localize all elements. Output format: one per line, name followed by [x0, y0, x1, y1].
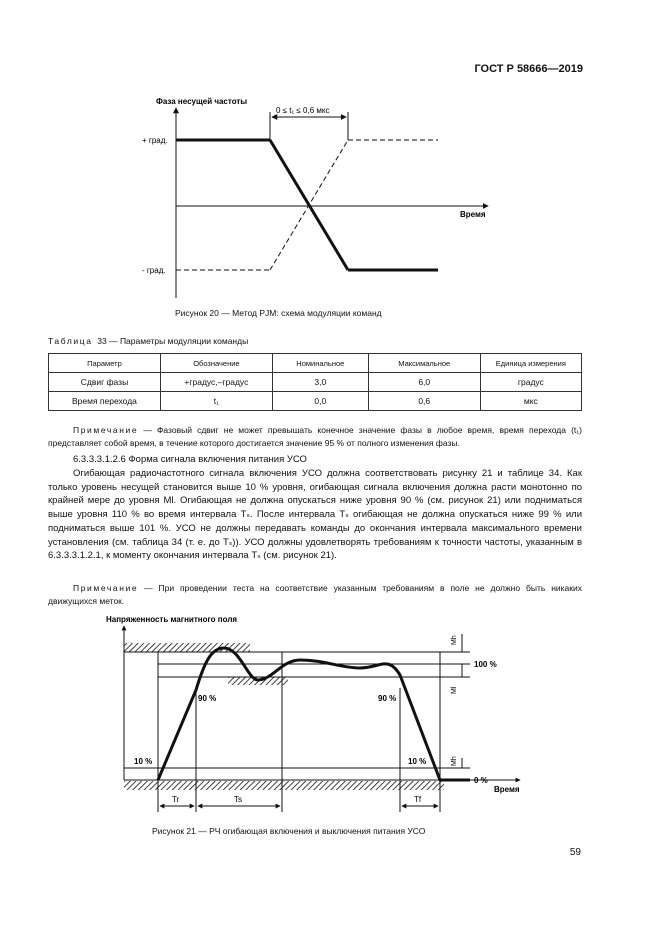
table-cell: Сдвиг фазы	[49, 373, 161, 392]
fig20-y-label: Фаза несущей частоты	[156, 97, 248, 106]
label-tf: Tf	[414, 795, 422, 804]
label-90-right: 90 %	[378, 694, 397, 703]
table-cell: мкс	[480, 392, 581, 411]
label-ml: Ml	[451, 686, 458, 694]
table-cell: градус	[480, 373, 581, 392]
note-2-label: Примечание	[73, 583, 139, 593]
col-header: Номинальное	[272, 354, 368, 373]
section-title: 6.3.3.3.1.2.6 Форма сигнала включения питания УСО	[73, 454, 307, 465]
col-header: Единица измерения	[480, 354, 581, 373]
note-2-text: — При проведении теста на соответствие указанным требованиям в поле не должно быть никаких движущихся меток.	[48, 583, 582, 606]
fig21-x-label: Время	[494, 785, 520, 794]
table-cell: Время перехода	[49, 392, 161, 411]
plus-label: + град.	[142, 136, 168, 145]
figure-20-caption: Рисунок 20 — Метод PJM: схема модуляции команд	[175, 308, 382, 318]
label-10-left: 10 %	[134, 757, 153, 766]
figure-21-caption: Рисунок 21 — РЧ огибающая включения и выключения питания УСО	[152, 826, 426, 836]
table-cell: +градус,–градус	[160, 373, 272, 392]
col-header: Максимальное	[368, 354, 480, 373]
col-header: Параметр	[49, 354, 161, 373]
label-tr: Tr	[172, 795, 180, 804]
table-cell: 0,6	[368, 392, 480, 411]
label-100: 100 %	[474, 660, 497, 669]
label-10-right: 10 %	[408, 757, 427, 766]
fig21-y-label: Напряженность магнитного поля	[106, 615, 238, 624]
table-cell: 6,0	[368, 373, 480, 392]
col-header: Обозначение	[160, 354, 272, 373]
label-mh-bottom: Mh	[451, 756, 458, 766]
page-number: 59	[569, 847, 581, 858]
label-mh-top: Mh	[451, 635, 458, 645]
minus-label: - град.	[142, 266, 166, 275]
table-cell: t₁	[160, 392, 272, 411]
table-cell: 0,0	[272, 392, 368, 411]
label-0: 0 %	[474, 776, 488, 785]
document-header: ГОСТ Р 58666—2019	[474, 63, 583, 75]
label-90-left: 90 %	[198, 694, 217, 703]
table-caption-rest: 33 — Параметры модуляции команды	[97, 336, 249, 346]
note-1-label: Примечание	[73, 425, 139, 435]
interval-label: 0 ≤ t₁ ≤ 0,6 мкс	[276, 106, 330, 115]
fig20-x-label: Время	[460, 210, 486, 219]
table-cell: 3,0	[272, 373, 368, 392]
body-paragraph: Огибающая радиочастотного сигнала включения УСО должна соответствовать рисунку 21 и таблице 34. Как только уровень несущей становится выше 10 % уровня, огибающая сигнала включения должна расти монотонно по крайней мере до уровня Ml. Огибающая не должна опускаться ниже уровня 90 % (см. рисунок 21) или подниматься выше уровня 110 % во время интервала Tₛ. После интервала Tₛ огибающая не должна опускаться ниже 99 % или подниматься выше 101 %. УСО не должны передавать команды до окончания интервала максимального времени установления (см. таблица 34 (т. е. до Tₛ)). УСО должны удовлетворять требованиям к точности частоты, указанным в 6.3.3.3.1.2.1, к моменту окончания интервала Tₛ (см. рисунок 21).	[48, 468, 582, 562]
table-caption-word: Таблица	[48, 336, 93, 346]
note-1-text: — Фазовый сдвиг не может превышать конечное значение фазы в любое время, время перехода (t₁) представляет собой время, в течение которого достигается значение 95 % от полного изменения фазы.	[48, 425, 582, 448]
zero-band-hatch	[124, 781, 444, 790]
label-ts: Ts	[234, 795, 242, 804]
